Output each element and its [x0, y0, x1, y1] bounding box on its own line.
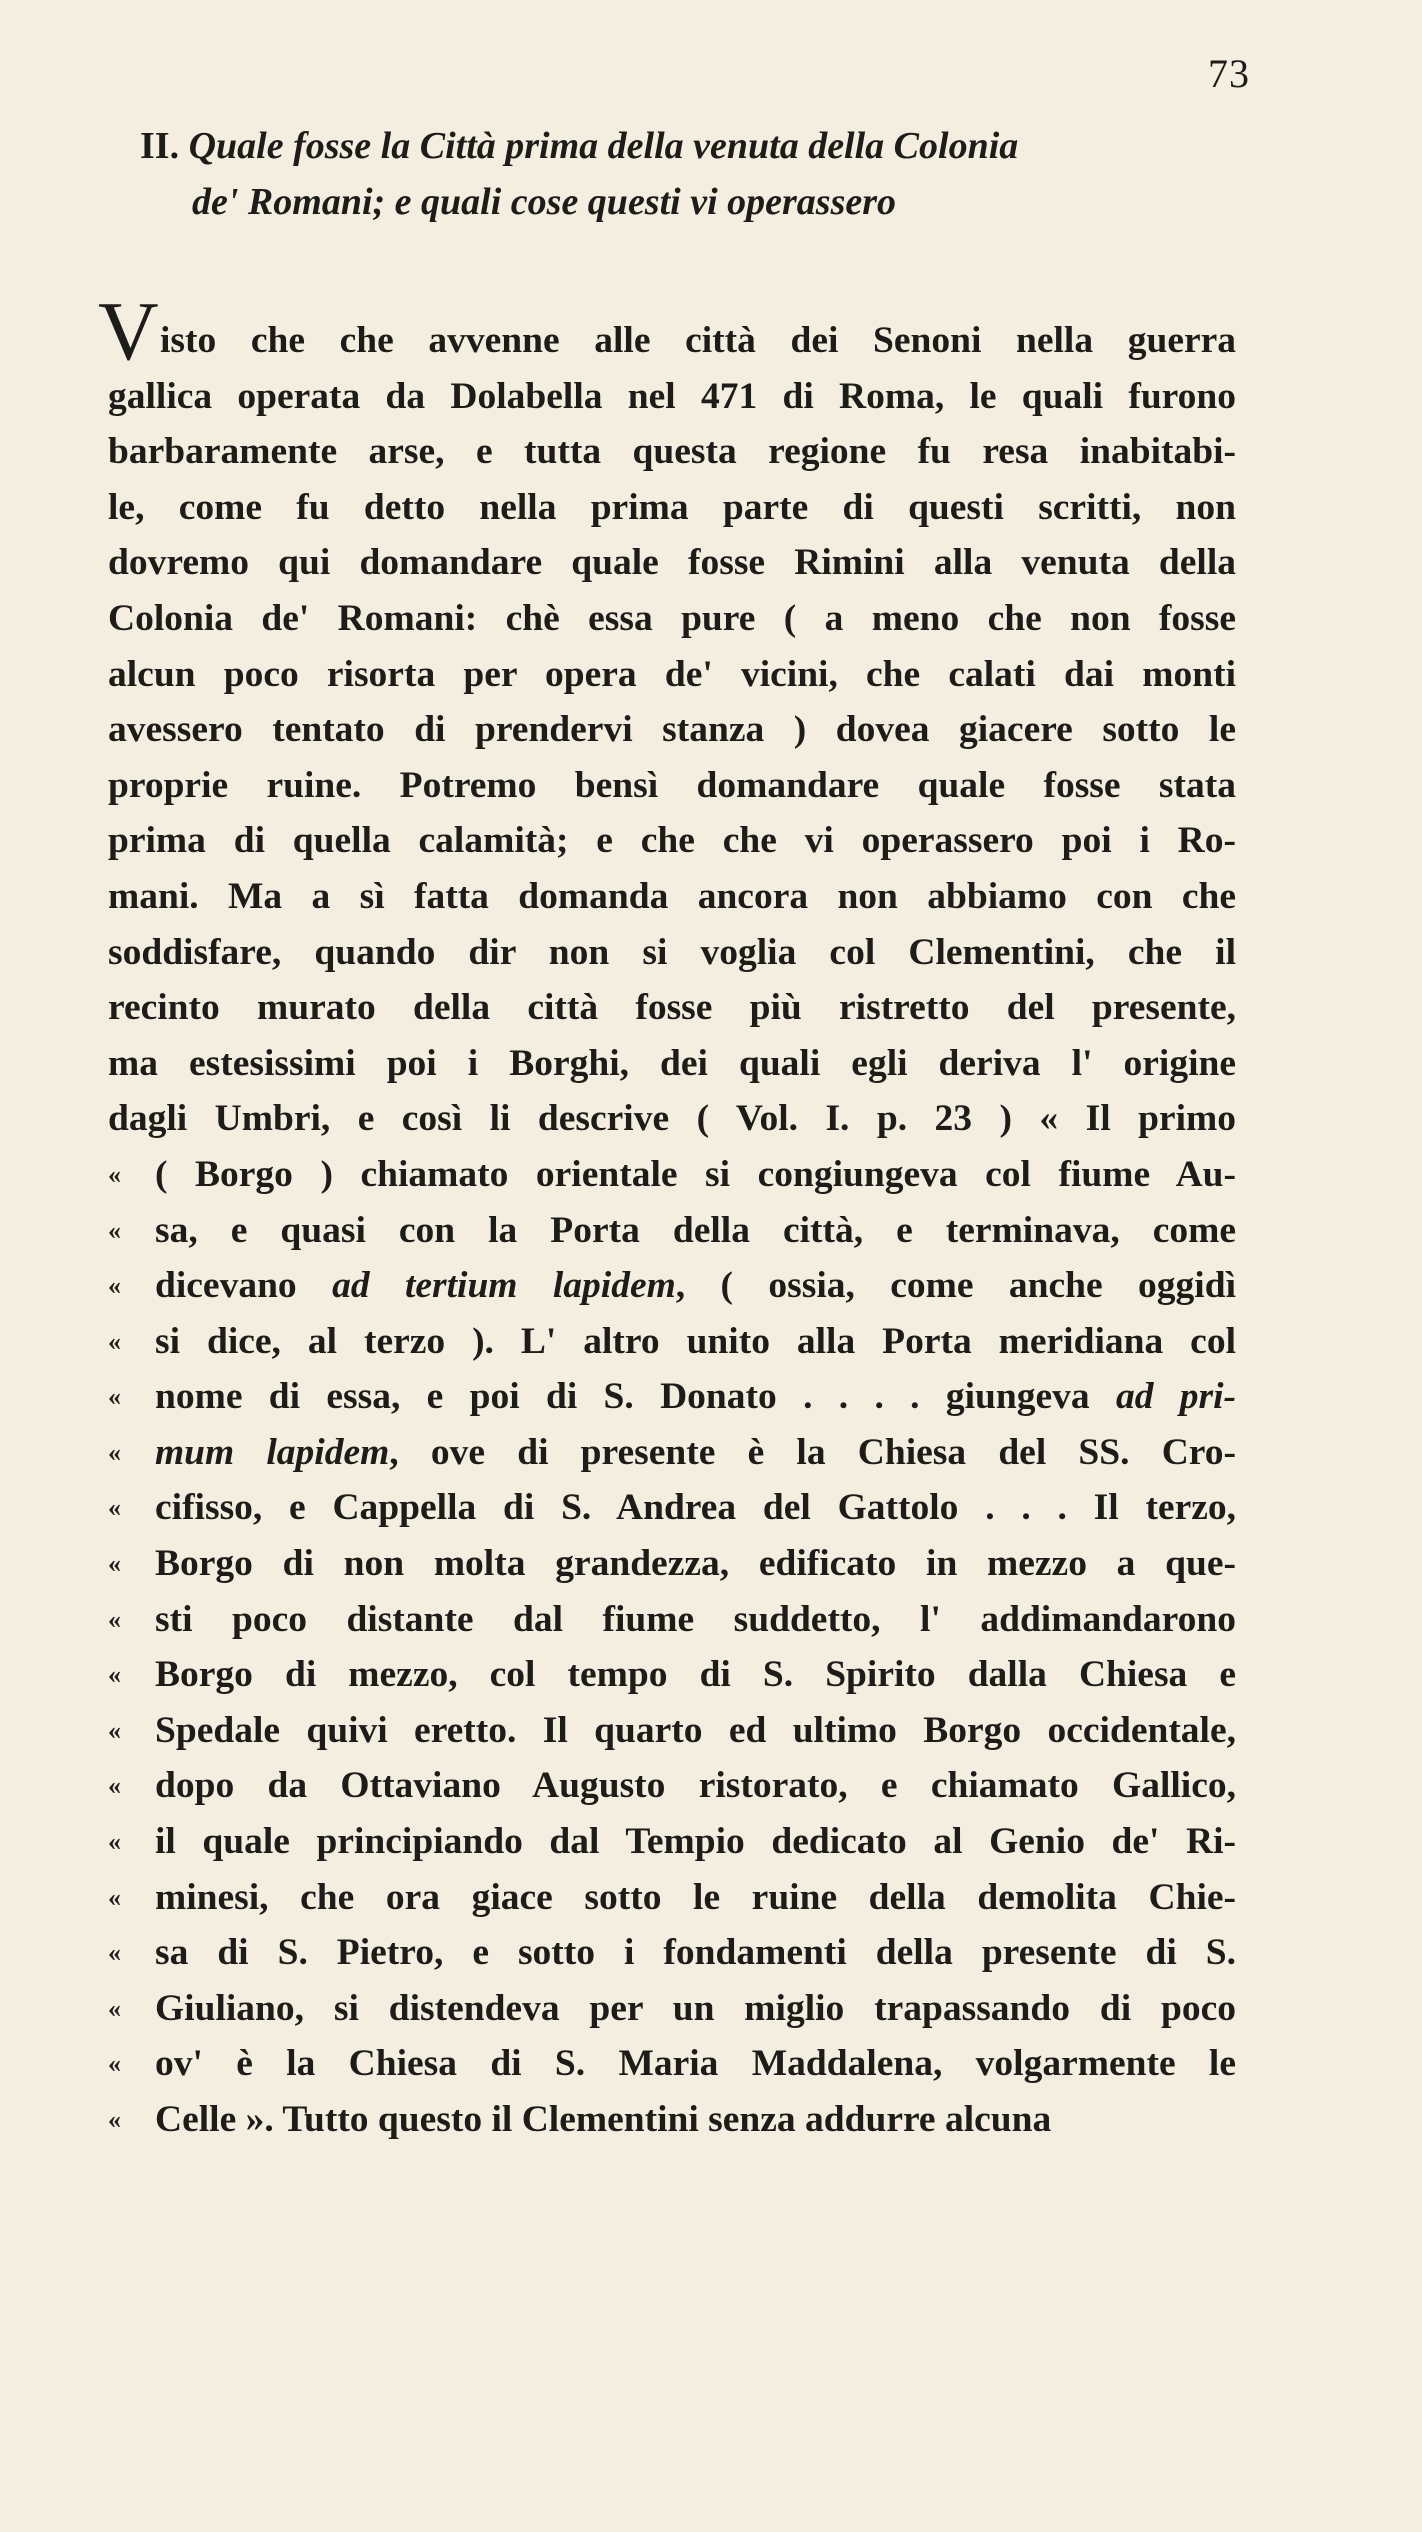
- quote-mark: «: [108, 1660, 121, 1690]
- text-line: [108, 1258, 1236, 1314]
- quote-mark: «: [108, 2105, 121, 2134]
- text-line: [108, 1036, 1236, 1092]
- text-fragment: proprie ruine. Potremo bensì domandare quale fosse stata: [108, 764, 1236, 806]
- text-fragment: Giuliano, si distendeva per un miglio trapassando di poco: [155, 1987, 1236, 2029]
- text-line: [108, 1203, 1236, 1259]
- text-line: [108, 1369, 1236, 1425]
- text-fragment: soddisfare, quando dir non si voglia col Clementini, che il: [108, 931, 1236, 973]
- quote-mark: «: [108, 1382, 121, 1412]
- text-line: [108, 591, 1236, 647]
- text-line: [108, 2092, 1236, 2148]
- text-fragment: il quale principiando dal Tempio dedicato al Genio de' Ri-: [155, 1821, 1236, 1863]
- text-fragment: alcun poco risorta per opera de' vicini, che calati dai monti: [108, 653, 1236, 695]
- text-fragment: nome di essa, e poi di S. Donato . . . . giungeva: [155, 1376, 1116, 1418]
- quote-mark: «: [108, 1938, 121, 1968]
- text-fragment: avessero tentato di prendervi stanza ) dovea giacere sotto le: [108, 709, 1236, 751]
- quote-mark: «: [108, 1549, 121, 1579]
- text-line: [108, 1814, 1236, 1870]
- text-fragment: dicevano: [155, 1265, 333, 1307]
- quote-mark: «: [108, 1159, 121, 1189]
- text-fragment: prima di quella calamità; e che che vi operassero poi i Ro-: [108, 820, 1236, 862]
- text-fragment: si dice, al terzo ). L' altro unito alla Porta meridiana col: [155, 1320, 1236, 1362]
- text-line: [108, 1425, 1236, 1481]
- body-text: [108, 313, 1236, 2148]
- text-fragment: le, come fu detto nella prima parte di questi scritti, non: [108, 486, 1236, 528]
- italic-phrase: ad pri-: [1115, 1376, 1237, 1418]
- text-fragment: Spedale quivi eretto. Il quarto ed ultimo Borgo occidentale,: [155, 1709, 1236, 1751]
- text-line: [108, 480, 1236, 536]
- text-fragment: sa di S. Pietro, e sotto i fondamenti della presente di S.: [155, 1932, 1236, 1974]
- heading-title-1: Quale fosse la Città prima della venuta della Colonia: [188, 125, 1019, 167]
- text-line: [108, 1592, 1236, 1648]
- text-fragment: , ( ossia, come anche oggidì: [675, 1265, 1237, 1307]
- text-line: [108, 1480, 1236, 1536]
- text-line: [108, 647, 1236, 703]
- text-fragment: isto che che avvenne alle città dei Senoni nella guerra: [160, 320, 1236, 361]
- quote-mark: «: [108, 2049, 121, 2079]
- text-fragment: minesi, che ora giace sotto le ruine della demolita Chie-: [155, 1876, 1236, 1918]
- text-fragment: sti poco distante dal fiume suddetto, l' addimandarono: [155, 1598, 1236, 1640]
- text-fragment: sa, e quasi con la Porta della città, e terminava, come: [155, 1209, 1236, 1251]
- italic-phrase: ad tertium lapidem: [332, 1265, 676, 1307]
- text-line: [108, 424, 1236, 480]
- quote-mark: «: [108, 1437, 121, 1467]
- quote-mark: «: [108, 1215, 121, 1245]
- text-fragment: ( Borgo ) chiamato orientale si congiungeva col fiume Au-: [155, 1153, 1236, 1195]
- text-fragment: Colonia de' Romani: chè essa pure ( a meno che non fosse: [108, 597, 1236, 639]
- text-fragment: , ove di presente è la Chiesa del SS. Cro-: [389, 1431, 1237, 1473]
- text-line: [108, 1758, 1236, 1814]
- text-fragment: Borgo di mezzo, col tempo di S. Spirito dalla Chiesa e: [155, 1654, 1236, 1696]
- quote-mark: «: [108, 1993, 121, 2023]
- text-line: [108, 1925, 1236, 1981]
- text-fragment: cifisso, e Cappella di S. Andrea del Gattolo . . . Il terzo,: [155, 1487, 1236, 1529]
- text-fragment: dovremo qui domandare quale fosse Rimini alla venuta della: [108, 542, 1236, 584]
- quote-mark: «: [108, 1271, 121, 1301]
- text-fragment: recinto murato della città fosse più ristretto del presente,: [108, 987, 1236, 1029]
- text-fragment: barbaramente arse, e tutta questa regione fu resa inabitabi-: [108, 431, 1236, 473]
- text-fragment: gallica operata da Dolabella nel 471 di Roma, le quali furono: [108, 375, 1236, 417]
- text-line: [108, 925, 1236, 981]
- text-line: [108, 535, 1236, 591]
- text-line: [108, 1870, 1236, 1926]
- text-line: [108, 869, 1236, 925]
- text-line: [108, 369, 1236, 425]
- italic-phrase: mum lapidem: [155, 1431, 390, 1473]
- text-line: [108, 758, 1236, 814]
- text-line: [108, 702, 1236, 758]
- drop-cap: V: [98, 285, 159, 378]
- text-fragment: mani. Ma a sì fatta domanda ancora non abbiamo con che: [108, 875, 1236, 917]
- page-number: 73: [1208, 51, 1250, 96]
- text-fragment: Celle ». Tutto questo il Clementini senza addurre alcuna: [155, 2099, 1052, 2140]
- text-line: [108, 1647, 1236, 1703]
- quote-mark: «: [108, 1604, 121, 1634]
- text-line: [108, 980, 1236, 1036]
- text-fragment: dopo da Ottaviano Augusto ristorato, e chiamato Gallico,: [155, 1765, 1236, 1807]
- text-line: [108, 1536, 1236, 1592]
- text-line: [108, 1314, 1236, 1370]
- text-fragment: dagli Umbri, e così li descrive ( Vol. I. p. 23 ) « Il primo: [108, 1098, 1236, 1140]
- heading-title-2: de' Romani; e quali cose questi vi operassero: [192, 181, 897, 223]
- quote-mark: «: [108, 1827, 121, 1857]
- quote-mark: «: [108, 1771, 121, 1801]
- text-line: [108, 1091, 1236, 1147]
- chapter-heading: [140, 118, 1260, 230]
- text-fragment: Borgo di non molta grandezza, edificato in mezzo a que-: [155, 1543, 1236, 1585]
- text-line: [108, 2036, 1236, 2092]
- text-line: [108, 813, 1236, 869]
- heading-numeral: II.: [140, 125, 180, 167]
- quote-mark: «: [108, 1715, 121, 1745]
- text-line: [108, 1703, 1236, 1759]
- text-fragment: ov' è la Chiesa di S. Maria Maddalena, volgarmente le: [155, 2043, 1236, 2085]
- text-line: [108, 1147, 1236, 1203]
- heading-line-1: [140, 118, 1260, 174]
- text-line: [108, 1981, 1236, 2037]
- quote-mark: «: [108, 1882, 121, 1912]
- text-fragment: ma estesissimi poi i Borghi, dei quali egli deriva l' origine: [108, 1042, 1236, 1084]
- text-line: [108, 313, 1236, 369]
- quote-mark: «: [108, 1326, 121, 1356]
- quote-mark: «: [108, 1493, 121, 1523]
